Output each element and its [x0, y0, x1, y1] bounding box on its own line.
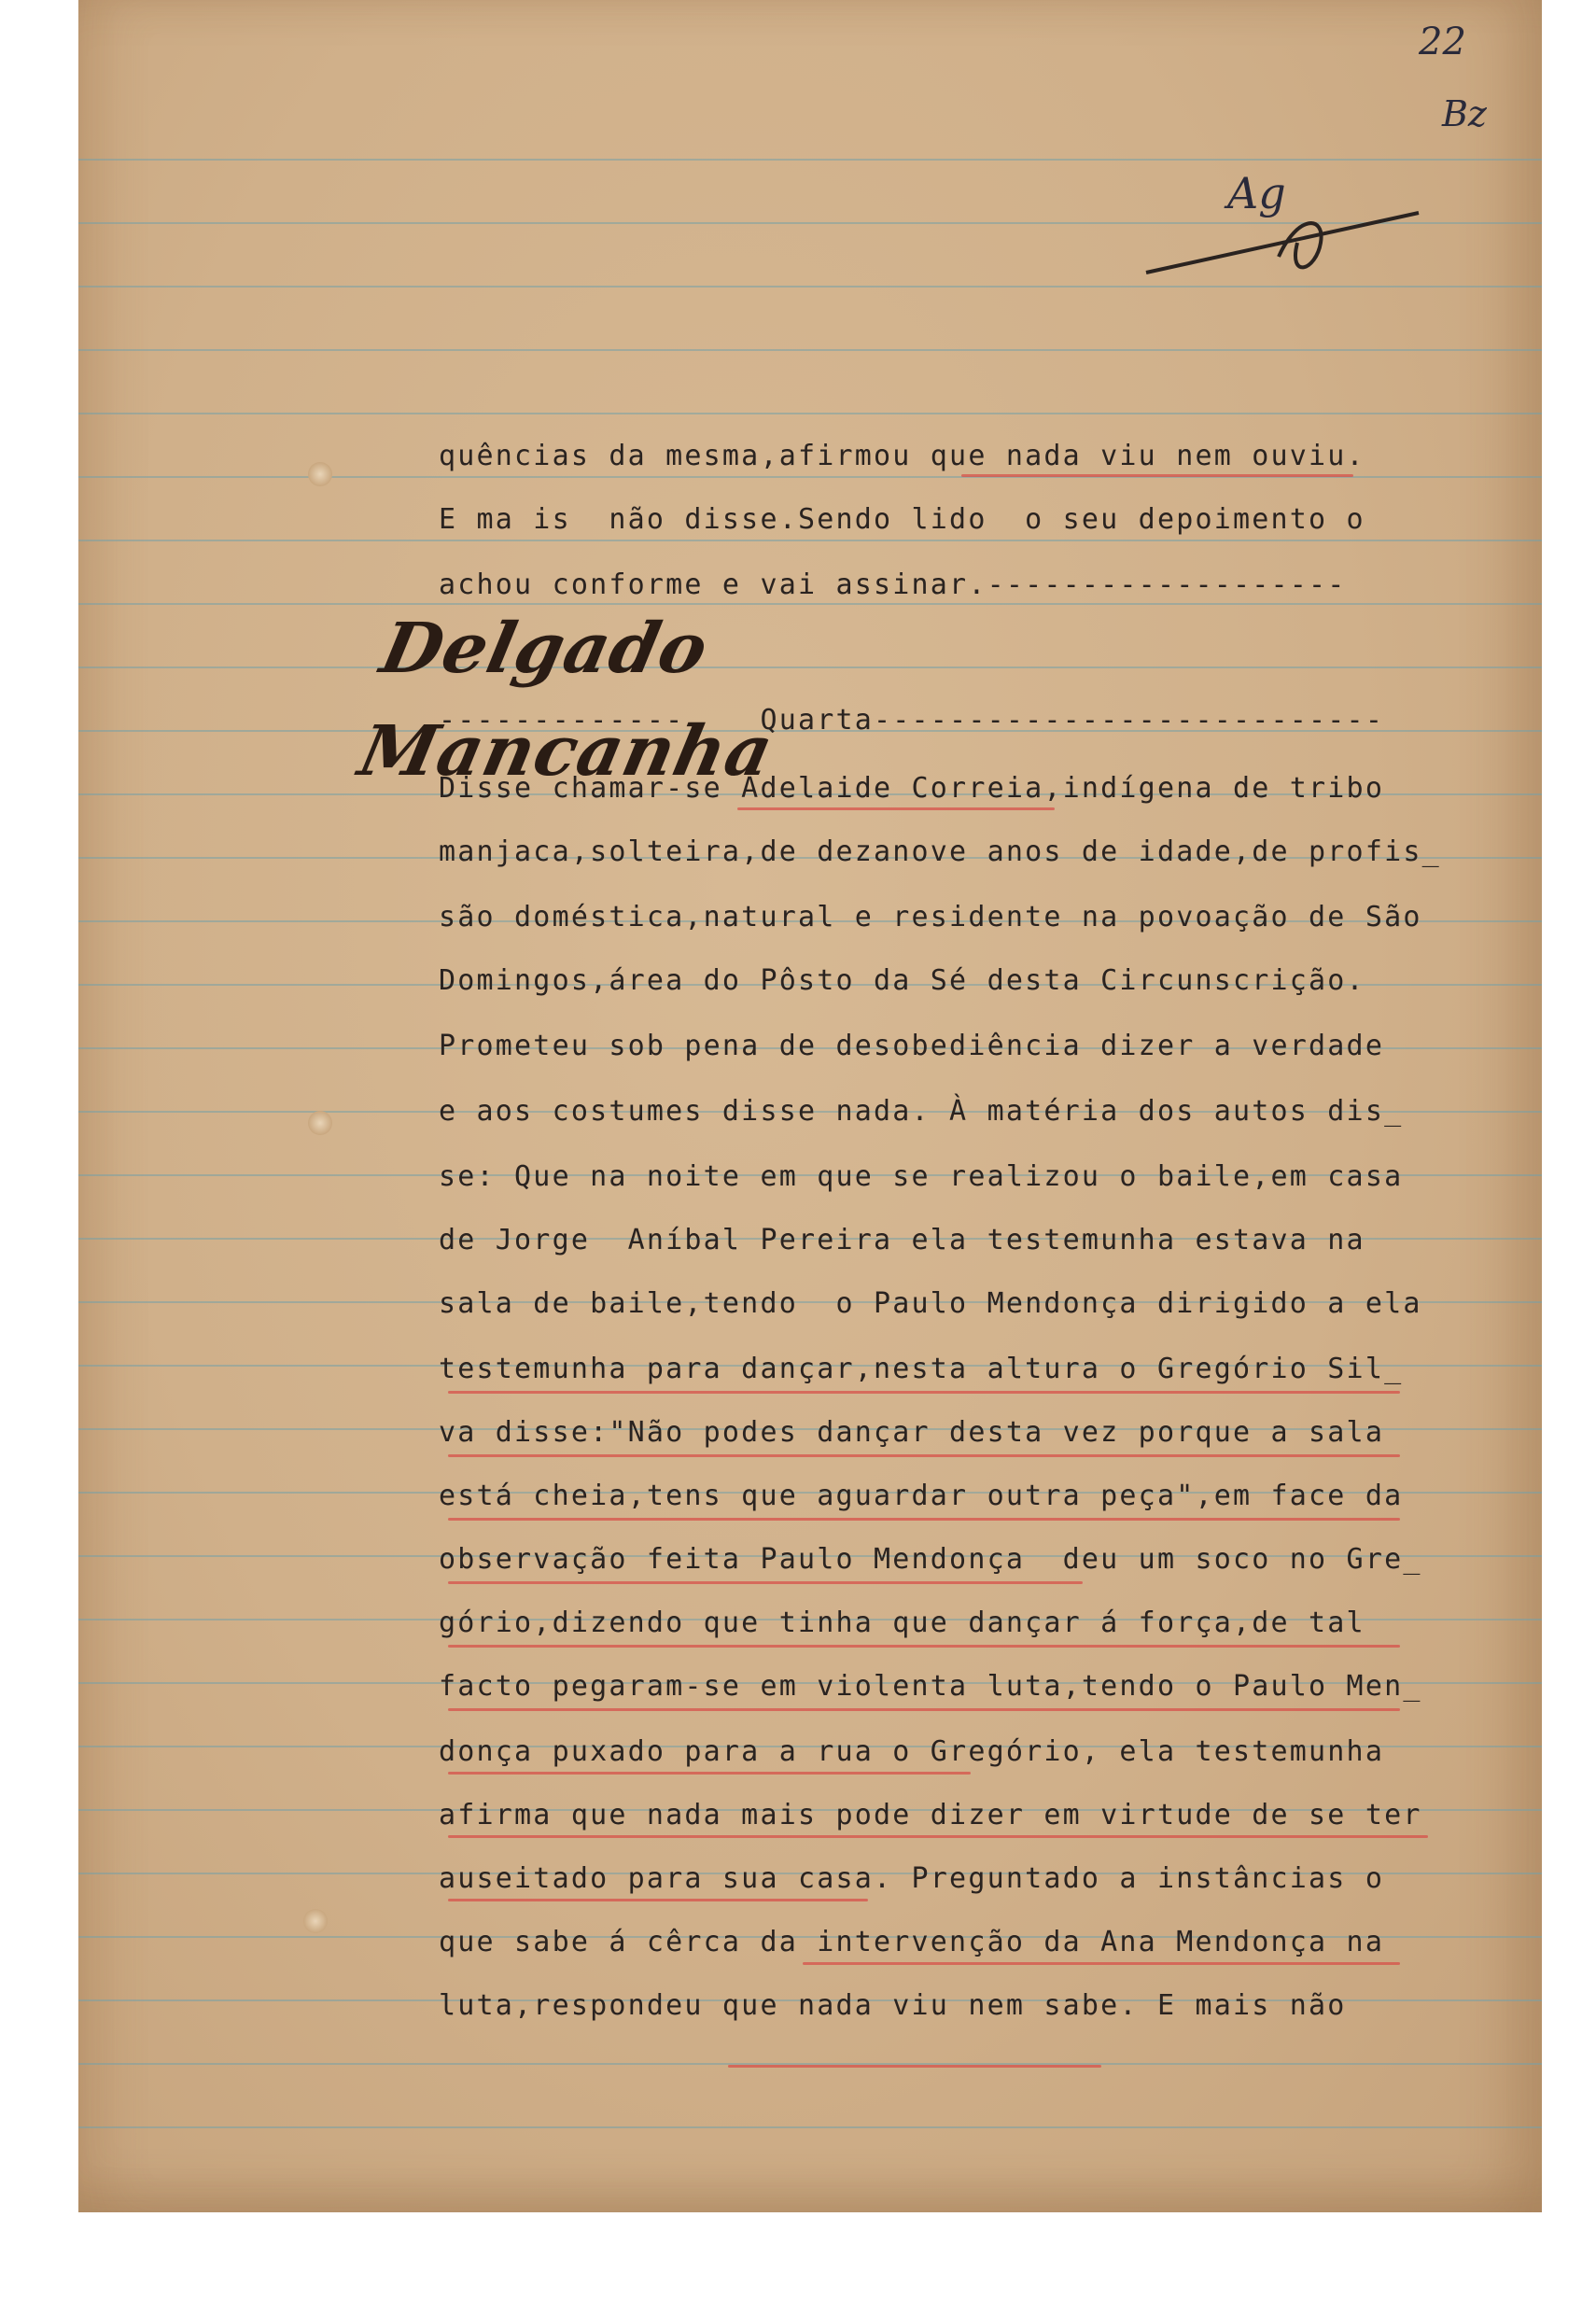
ruled-line	[78, 159, 1542, 161]
ruled-line	[78, 2126, 1542, 2128]
red-underline	[448, 1391, 1400, 1394]
text-line: de Jorge Aníbal Pereira ela testemunha estava na	[439, 1224, 1365, 1256]
red-underline	[961, 474, 1353, 477]
text-line: auseitado para sua casa. Preguntado a instâncias o	[439, 1862, 1385, 1895]
text-line: Prometeu sob pena de desobediência dizer a verdade	[439, 1030, 1385, 1062]
punch-hole	[303, 1909, 328, 1933]
red-underline	[448, 1772, 971, 1775]
text-line: e aos costumes disse nada. À matéria dos autos dis_	[439, 1095, 1404, 1128]
text-line: se: Que na noite em que se realizou o baile,em casa	[439, 1160, 1404, 1193]
text-line: manjaca,solteira,de dezanove anos de idade,de profis_	[439, 835, 1441, 868]
punch-hole	[308, 1111, 332, 1135]
text-line: ------------- Quarta---------------------------	[439, 704, 1385, 737]
red-underline	[448, 1899, 868, 1901]
text-line: facto pegaram-se em violenta luta,tendo o Paulo Men_	[439, 1670, 1422, 1703]
text-line: va disse:"Não podes dançar desta vez porque a sala	[439, 1416, 1385, 1449]
signature: Delgado Mancanha	[352, 609, 780, 792]
text-line: donça puxado para a rua o Gregório, ela testemunha	[439, 1735, 1385, 1768]
text-line: está cheia,tens que aguardar outra peça",em face da	[439, 1480, 1404, 1512]
text-line: testemunha para dançar,nesta altura o Gregório Sil_	[439, 1353, 1404, 1385]
text-line: observação feita Paulo Mendonça deu um soco no Gre_	[439, 1543, 1422, 1576]
strike-mark	[1139, 187, 1437, 289]
red-underline	[448, 1581, 1083, 1584]
text-line: Domingos,área do Pôsto da Sé desta Circunscrição.	[439, 964, 1365, 997]
red-underline	[728, 2065, 1101, 2068]
ruled-line	[78, 349, 1542, 351]
red-underline	[448, 1708, 1400, 1711]
red-underline	[448, 1518, 1400, 1521]
text-line: Disse chamar-se Adelaide Correia,indígena de tribo	[439, 772, 1385, 805]
red-underline	[803, 1962, 1400, 1965]
text-line: que sabe á cêrca da intervenção da Ana Mendonça na	[439, 1926, 1385, 1958]
initial-mark: Ag	[1227, 168, 1286, 218]
text-line: quências da mesma,afirmou que nada viu nem ouviu.	[439, 440, 1365, 472]
ruled-line	[78, 413, 1542, 414]
folio-number: 22	[1419, 21, 1466, 63]
punch-hole	[308, 462, 332, 486]
red-underline	[448, 1835, 1428, 1838]
text-line: E ma is não disse.Sendo lido o seu depoimento o	[439, 503, 1365, 536]
text-line: sala de baile,tendo o Paulo Mendonça dirigido a ela	[439, 1287, 1422, 1320]
text-line: achou conforme e vai assinar.-------------------	[439, 568, 1347, 601]
text-line: luta,respondeu que nada viu nem sabe. E mais não	[439, 1989, 1347, 2022]
red-underline	[448, 1454, 1400, 1457]
text-line: são doméstica,natural e residente na povoação de São	[439, 901, 1422, 933]
text-line: gório,dizendo que tinha que dançar á força,de tal	[439, 1606, 1365, 1639]
folio-sub-number: Bz	[1442, 93, 1487, 134]
text-line: afirma que nada mais pode dizer em virtude de se ter	[439, 1799, 1422, 1831]
red-underline	[448, 1645, 1400, 1648]
red-underline	[737, 807, 1055, 810]
